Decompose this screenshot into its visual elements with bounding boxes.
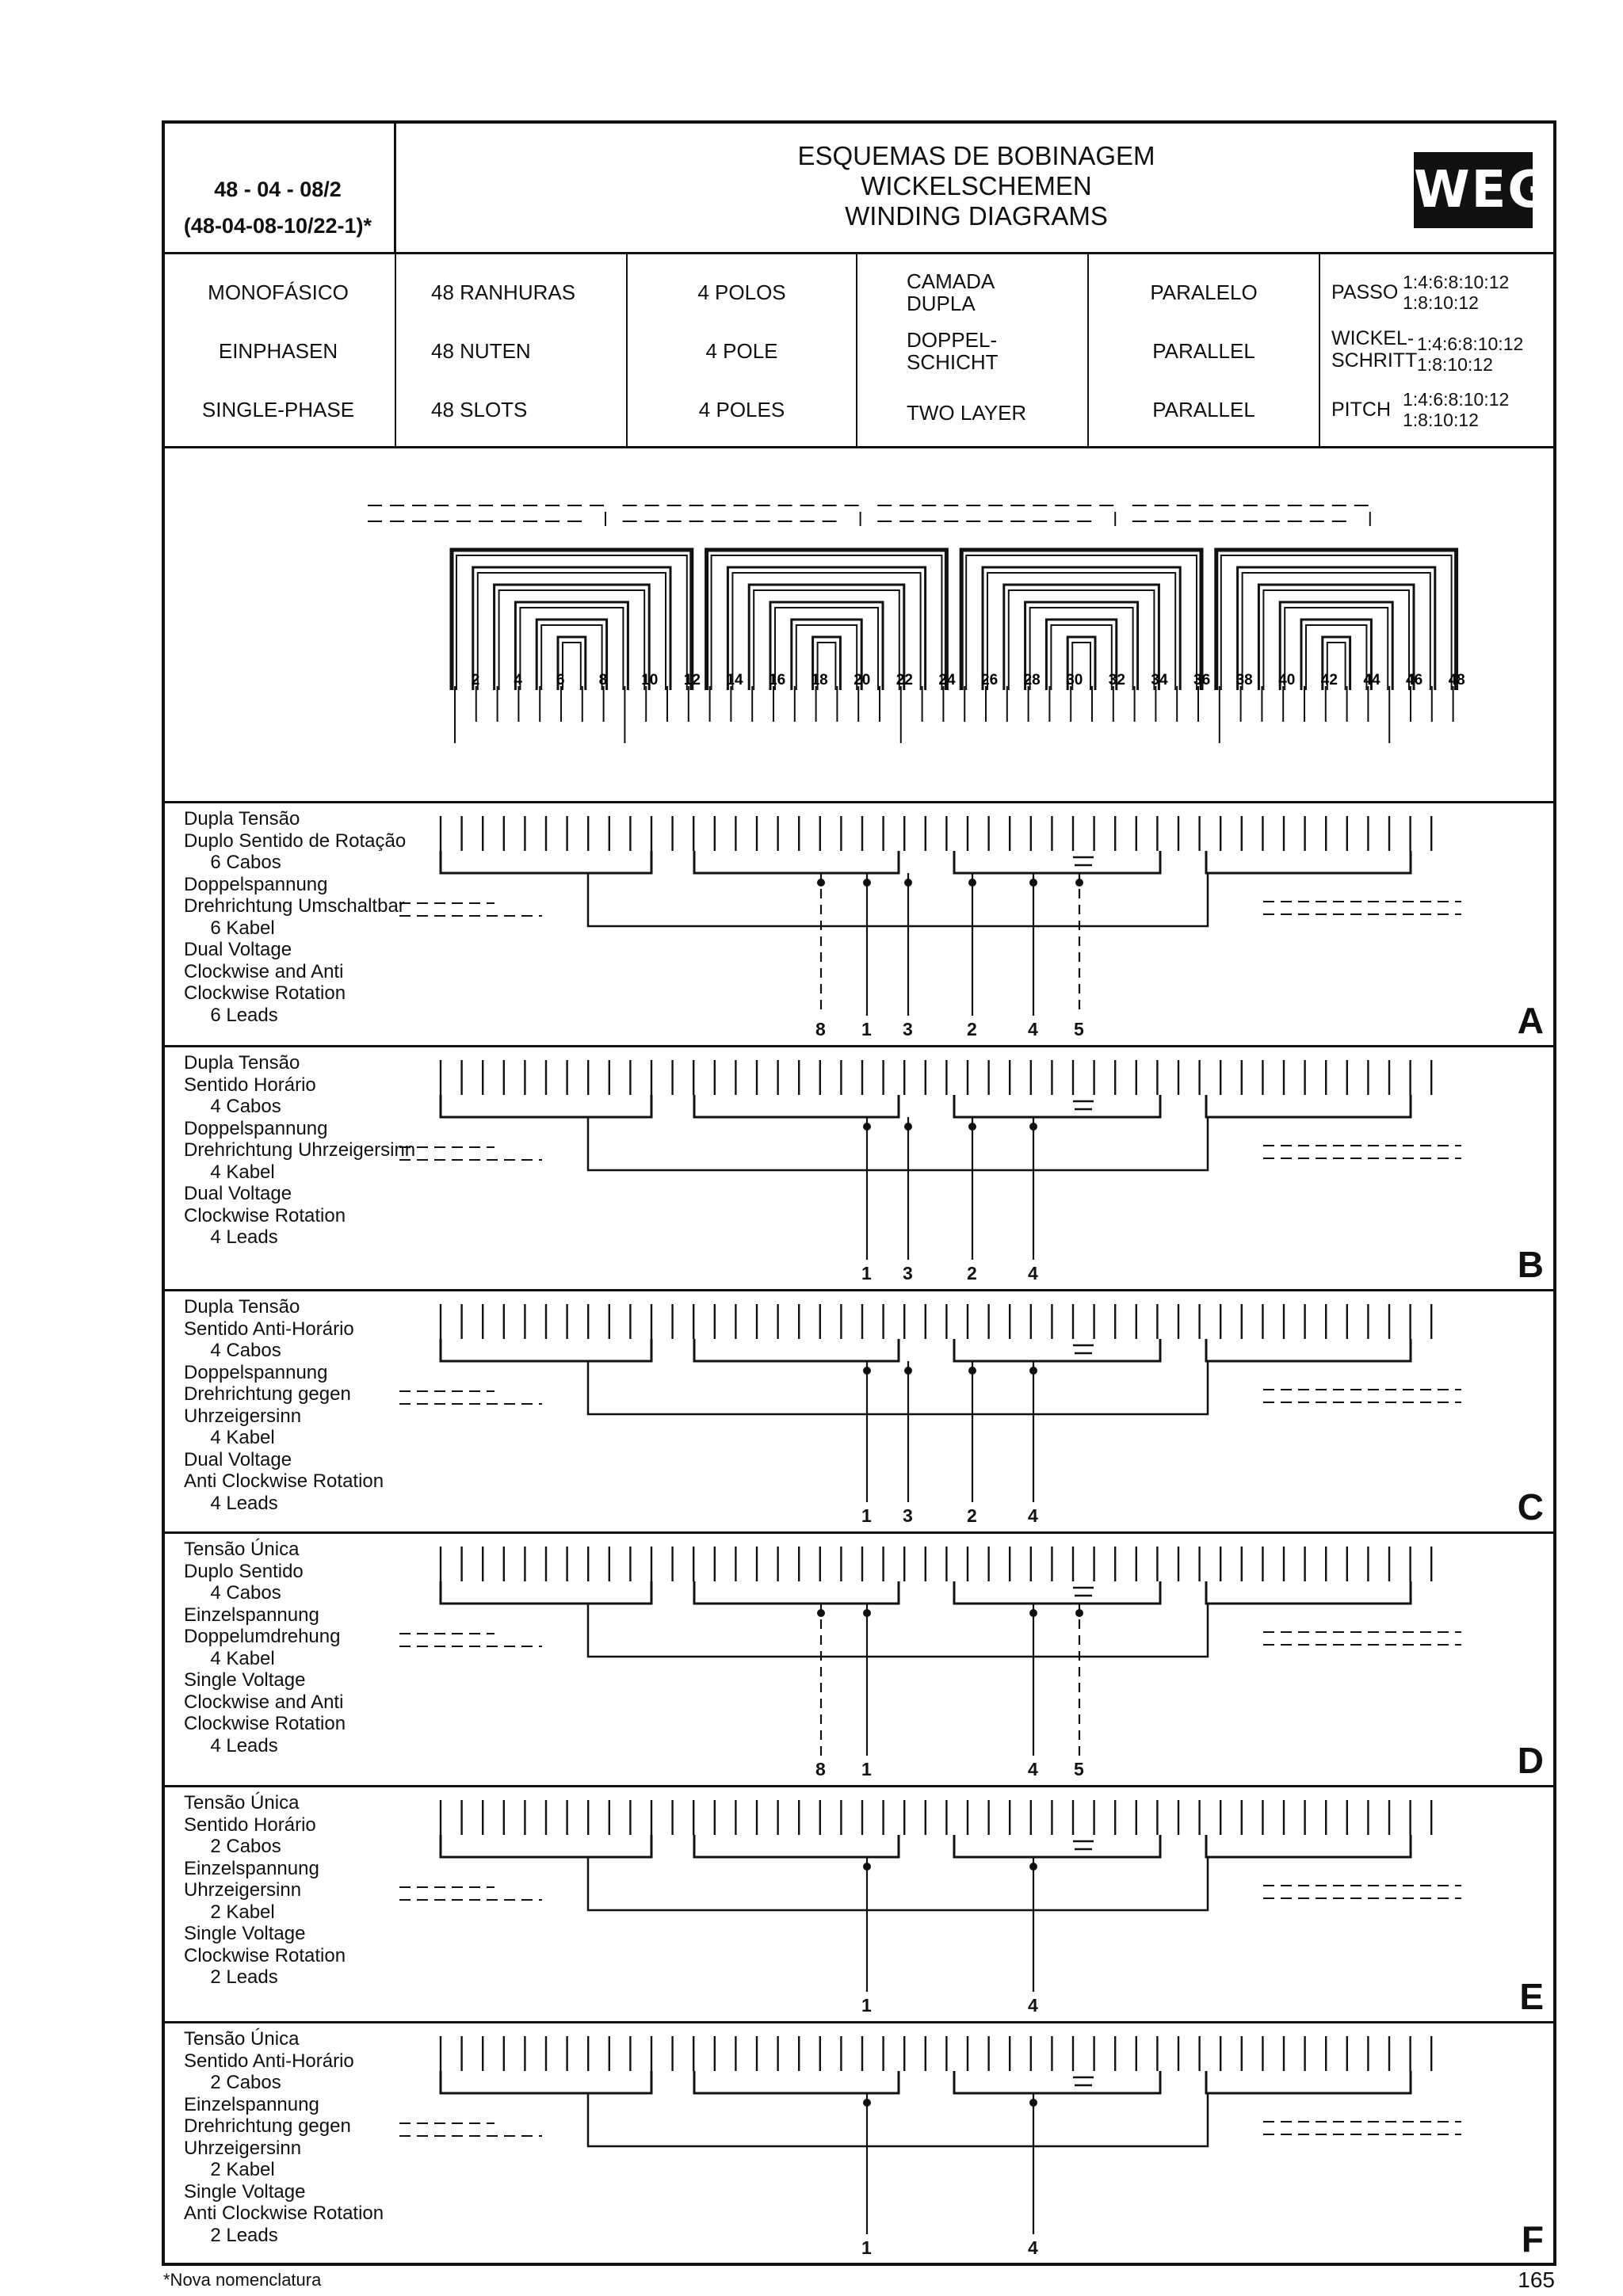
- spec-connection: [1089, 254, 1320, 446]
- group-bracket: [694, 2071, 899, 2093]
- group-bracket: [1206, 2071, 1411, 2093]
- lead-number: 8: [815, 1019, 826, 1039]
- spec-table: [162, 252, 1556, 448]
- code-alt: (48-04-08-10/22-1)*: [183, 214, 372, 238]
- spec-phase: [162, 254, 396, 446]
- spec-poles-de: 4 POLE: [705, 339, 778, 363]
- lead-return-line: [623, 505, 861, 534]
- pitch-label-pt: PASSO: [1331, 281, 1399, 303]
- group-bracket: [1206, 1095, 1411, 1117]
- group-bracket: [694, 1835, 899, 1857]
- spec-pitch: [1320, 254, 1552, 446]
- header-title: [396, 120, 1556, 252]
- connection-panel-a: [162, 803, 1556, 1047]
- panel-description: Dupla Tensão Duplo Sentido de Rotação 6 Cabos Doppelspannung Drehrichtung Umschaltbar 6 Kabel Dual Voltage Clockwise and Anti Clockwise Rotation 6 Leads: [184, 808, 407, 1026]
- slot-number: 22: [896, 672, 913, 688]
- spec-layer-pt: CAMADA DUPLA: [907, 269, 995, 315]
- slot-number: 38: [1235, 672, 1253, 688]
- panel-letter: A: [1517, 1000, 1544, 1041]
- dashed-lead: [399, 1147, 542, 1160]
- lead-number: 8: [815, 1759, 826, 1779]
- bus-line: [588, 1117, 1208, 1170]
- group-bracket: [441, 1339, 651, 1361]
- junction-dot: [1075, 879, 1083, 887]
- group-bracket: [954, 2071, 1160, 2093]
- panel-description: Dupla Tensão Sentido Horário 4 Cabos Doppelspannung Drehrichtung Uhrzeigersinn 4 Kabel Dual Voltage Clockwise Rotation 4 Leads: [184, 1052, 416, 1248]
- lead-number: 2: [967, 1019, 977, 1039]
- lead-return-line: [1132, 505, 1370, 534]
- spec-phase-en: SINGLE-PHASE: [201, 398, 355, 421]
- lead-number: 5: [1074, 1759, 1084, 1779]
- bus-line: [588, 1604, 1208, 1657]
- connection-schematic: [162, 1787, 1556, 2020]
- lead-number: 3: [903, 1019, 913, 1039]
- page-number: 165: [1518, 2267, 1555, 2292]
- slot-number: 40: [1278, 672, 1296, 688]
- panel-description: Dupla Tensão Sentido Anti-Horário 4 Cabos Doppelspannung Drehrichtung gegen Uhrzeigersinn 4 Kabel Dual Voltage Anti Clockwise Rotation 4 Leads: [184, 1296, 384, 1514]
- pitch-value-de: 1:4:6:8:10:12 1:8:10:12: [1417, 334, 1524, 375]
- lead-number: 3: [903, 1505, 913, 1526]
- lead-number: 1: [861, 1759, 872, 1779]
- junction-dot: [904, 1123, 912, 1131]
- dashed-lead: [1263, 1390, 1461, 1402]
- junction-dot: [1029, 879, 1037, 887]
- slot-number: 20: [854, 672, 871, 688]
- dashed-lead: [1263, 902, 1461, 914]
- slot-number: 44: [1363, 672, 1381, 688]
- spec-poles-pt: 4 POLOS: [697, 280, 786, 304]
- lead-number: 1: [861, 1263, 872, 1283]
- spec-layer-en: TWO LAYER: [907, 401, 1027, 425]
- slot-number: 4: [514, 672, 522, 688]
- spec-layer-de: DOPPEL- SCHICHT: [907, 328, 999, 374]
- dashed-lead: [1263, 1632, 1461, 1645]
- panel-letter: D: [1517, 1740, 1544, 1781]
- panel-description: Tensão Única Sentido Horário 2 Cabos Einzelspannung Uhrzeigersinn 2 Kabel Single Voltage Clockwise Rotation 2 Leads: [184, 1792, 346, 1988]
- lead-number: 4: [1028, 1263, 1038, 1283]
- group-bracket: [694, 1095, 899, 1117]
- slot-number: 12: [683, 672, 701, 688]
- group-bracket: [1206, 1339, 1411, 1361]
- dashed-lead: [399, 903, 542, 916]
- connection-schematic: [162, 1291, 1556, 1531]
- connection-panel-d: [162, 1534, 1556, 1787]
- panel-letter: B: [1517, 1244, 1544, 1285]
- group-bracket: [694, 1339, 899, 1361]
- slot-number: 28: [1023, 672, 1041, 688]
- panel-letter: F: [1521, 2218, 1544, 2260]
- junction-dot: [1075, 1609, 1083, 1617]
- dashed-lead: [1263, 2122, 1461, 2134]
- lead-number: 4: [1028, 1019, 1038, 1039]
- spec-slots-en: 48 SLOTS: [431, 398, 528, 421]
- junction-dot: [863, 1609, 871, 1617]
- coil-loop: [537, 620, 606, 690]
- junction-dot: [1029, 1367, 1037, 1375]
- group-bracket: [694, 851, 899, 873]
- spec-poles: [628, 254, 857, 446]
- spec-slots: [396, 254, 628, 446]
- junction-dot: [1029, 1123, 1037, 1131]
- connection-panel-b: [162, 1047, 1556, 1291]
- lead-number: 1: [861, 1019, 872, 1039]
- junction-dot: [863, 879, 871, 887]
- coil-drawing: [162, 448, 1556, 801]
- group-bracket: [694, 1581, 899, 1604]
- connection-panel-e: [162, 1787, 1556, 2023]
- lead-number: 1: [861, 1505, 872, 1526]
- spec-connection-pt: PARALELO: [1150, 280, 1258, 304]
- connection-schematic: [162, 2023, 1556, 2263]
- panel-description: Tensão Única Sentido Anti-Horário 2 Cabos Einzelspannung Drehrichtung gegen Uhrzeigersinn 2 Kabel Single Voltage Anti Clockwise Rotation 2 Leads: [184, 2028, 384, 2246]
- lead-number: 4: [1028, 1505, 1038, 1526]
- spec-phase-pt: MONOFÁSICO: [208, 280, 349, 304]
- dashed-lead: [399, 1634, 542, 1646]
- group-bracket: [954, 1339, 1160, 1361]
- spec-connection-en: PARALLEL: [1152, 398, 1255, 421]
- coil-loop: [456, 555, 687, 690]
- junction-dot: [1029, 1863, 1037, 1871]
- panel-description: Tensão Única Duplo Sentido 4 Cabos Einzelspannung Doppelumdrehung 4 Kabel Single Voltage Clockwise and Anti Clockwise Rotation 4 Leads: [184, 1539, 346, 1756]
- dashed-lead: [1263, 1886, 1461, 1898]
- coil-loop: [515, 602, 628, 690]
- lead-number: 4: [1028, 1995, 1038, 2016]
- group-bracket: [441, 1095, 651, 1117]
- slot-number: 16: [769, 672, 786, 688]
- connection-panel-f: [162, 2023, 1556, 2266]
- lead-number: 2: [967, 1505, 977, 1526]
- slot-number: 2: [471, 672, 480, 688]
- slot-number: 36: [1193, 672, 1211, 688]
- connection-schematic: [162, 1047, 1556, 1288]
- dashed-lead: [1263, 1146, 1461, 1158]
- group-bracket: [954, 1581, 1160, 1604]
- group-bracket: [1206, 1835, 1411, 1857]
- spec-slots-de: 48 NUTEN: [431, 339, 531, 363]
- slot-number: 34: [1151, 672, 1168, 688]
- slot-number: 26: [981, 672, 999, 688]
- header: [162, 120, 1556, 252]
- lead-number: 4: [1028, 1759, 1038, 1779]
- winding-diagram: [162, 448, 1556, 803]
- group-bracket: [1206, 1581, 1411, 1604]
- lead-number: 4: [1028, 2237, 1038, 2258]
- coil-loop: [1221, 555, 1452, 690]
- spec-poles-en: 4 POLES: [698, 398, 785, 421]
- slot-number: 48: [1448, 672, 1465, 688]
- junction-dot: [863, 1863, 871, 1871]
- connection-schematic: [162, 803, 1556, 1044]
- diagram-code: [162, 120, 396, 252]
- coil-loop: [712, 555, 942, 690]
- dashed-lead: [399, 1887, 542, 1900]
- lead-number: 1: [861, 2237, 872, 2258]
- spec-layer: [857, 254, 1089, 446]
- spec-slots-pt: 48 RANHURAS: [431, 280, 576, 304]
- slot-number: 6: [556, 672, 565, 688]
- slot-number: 30: [1066, 672, 1083, 688]
- group-bracket: [441, 1835, 651, 1857]
- junction-dot: [904, 1367, 912, 1375]
- dashed-lead: [399, 2123, 542, 2136]
- title-de: WICKELSCHEMEN: [861, 171, 1092, 200]
- code-primary: 48 - 04 - 08/2: [214, 177, 342, 201]
- spec-connection-de: PARALLEL: [1152, 339, 1255, 363]
- group-bracket: [441, 851, 651, 873]
- junction-dot: [817, 1609, 825, 1617]
- junction-dot: [1029, 2099, 1037, 2107]
- connection-panel-c: [162, 1291, 1556, 1534]
- junction-dot: [968, 879, 976, 887]
- footnote: *Nova nomenclatura: [163, 2270, 322, 2290]
- lead-number: 3: [903, 1263, 913, 1283]
- pitch-label-de: WICKEL- SCHRITT: [1331, 327, 1418, 372]
- bus-line: [588, 2093, 1208, 2146]
- lead-return-line: [368, 505, 605, 534]
- weg-logo: WEG: [1414, 152, 1533, 228]
- slot-number: 42: [1320, 672, 1338, 688]
- slot-number: 46: [1406, 672, 1423, 688]
- group-bracket: [1206, 851, 1411, 873]
- pitch-label-en: PITCH: [1331, 399, 1391, 421]
- junction-dot: [968, 1367, 976, 1375]
- group-bracket: [954, 1095, 1160, 1117]
- lead-number: 1: [861, 1995, 872, 2016]
- group-bracket: [954, 1835, 1160, 1857]
- slot-number: 18: [811, 672, 828, 688]
- slot-number: 10: [641, 672, 659, 688]
- lead-number: 5: [1074, 1019, 1084, 1039]
- junction-dot: [968, 1123, 976, 1131]
- bus-line: [588, 873, 1208, 926]
- junction-dot: [863, 2099, 871, 2107]
- junction-dot: [817, 879, 825, 887]
- lead-return-line: [877, 505, 1115, 534]
- spec-phase-de: EINPHASEN: [218, 339, 338, 363]
- junction-dot: [863, 1123, 871, 1131]
- dashed-lead: [399, 1391, 542, 1404]
- slot-number: 32: [1108, 672, 1125, 688]
- bus-line: [588, 1361, 1208, 1414]
- title-pt: ESQUEMAS DE BOBINAGEM: [797, 141, 1155, 170]
- pitch-value-en: 1:4:6:8:10:12 1:8:10:12: [1403, 389, 1510, 430]
- slot-number: 14: [726, 672, 743, 688]
- junction-dot: [863, 1367, 871, 1375]
- group-bracket: [441, 2071, 651, 2093]
- bus-line: [588, 1857, 1208, 1910]
- title-en: WINDING DIAGRAMS: [845, 201, 1108, 231]
- panel-letter: C: [1517, 1486, 1544, 1527]
- group-bracket: [441, 1581, 651, 1604]
- junction-dot: [904, 879, 912, 887]
- pitch-value-pt: 1:4:6:8:10:12 1:8:10:12: [1403, 272, 1510, 313]
- junction-dot: [1029, 1609, 1037, 1617]
- slot-number: 24: [938, 672, 956, 688]
- coil-loop: [563, 643, 581, 690]
- group-bracket: [954, 851, 1160, 873]
- slot-number: 8: [598, 672, 608, 688]
- coil-loop: [966, 555, 1197, 690]
- coil-loop: [541, 625, 601, 690]
- connection-schematic: [162, 1534, 1556, 1784]
- panel-letter: E: [1519, 1976, 1544, 2017]
- lead-number: 2: [967, 1263, 977, 1283]
